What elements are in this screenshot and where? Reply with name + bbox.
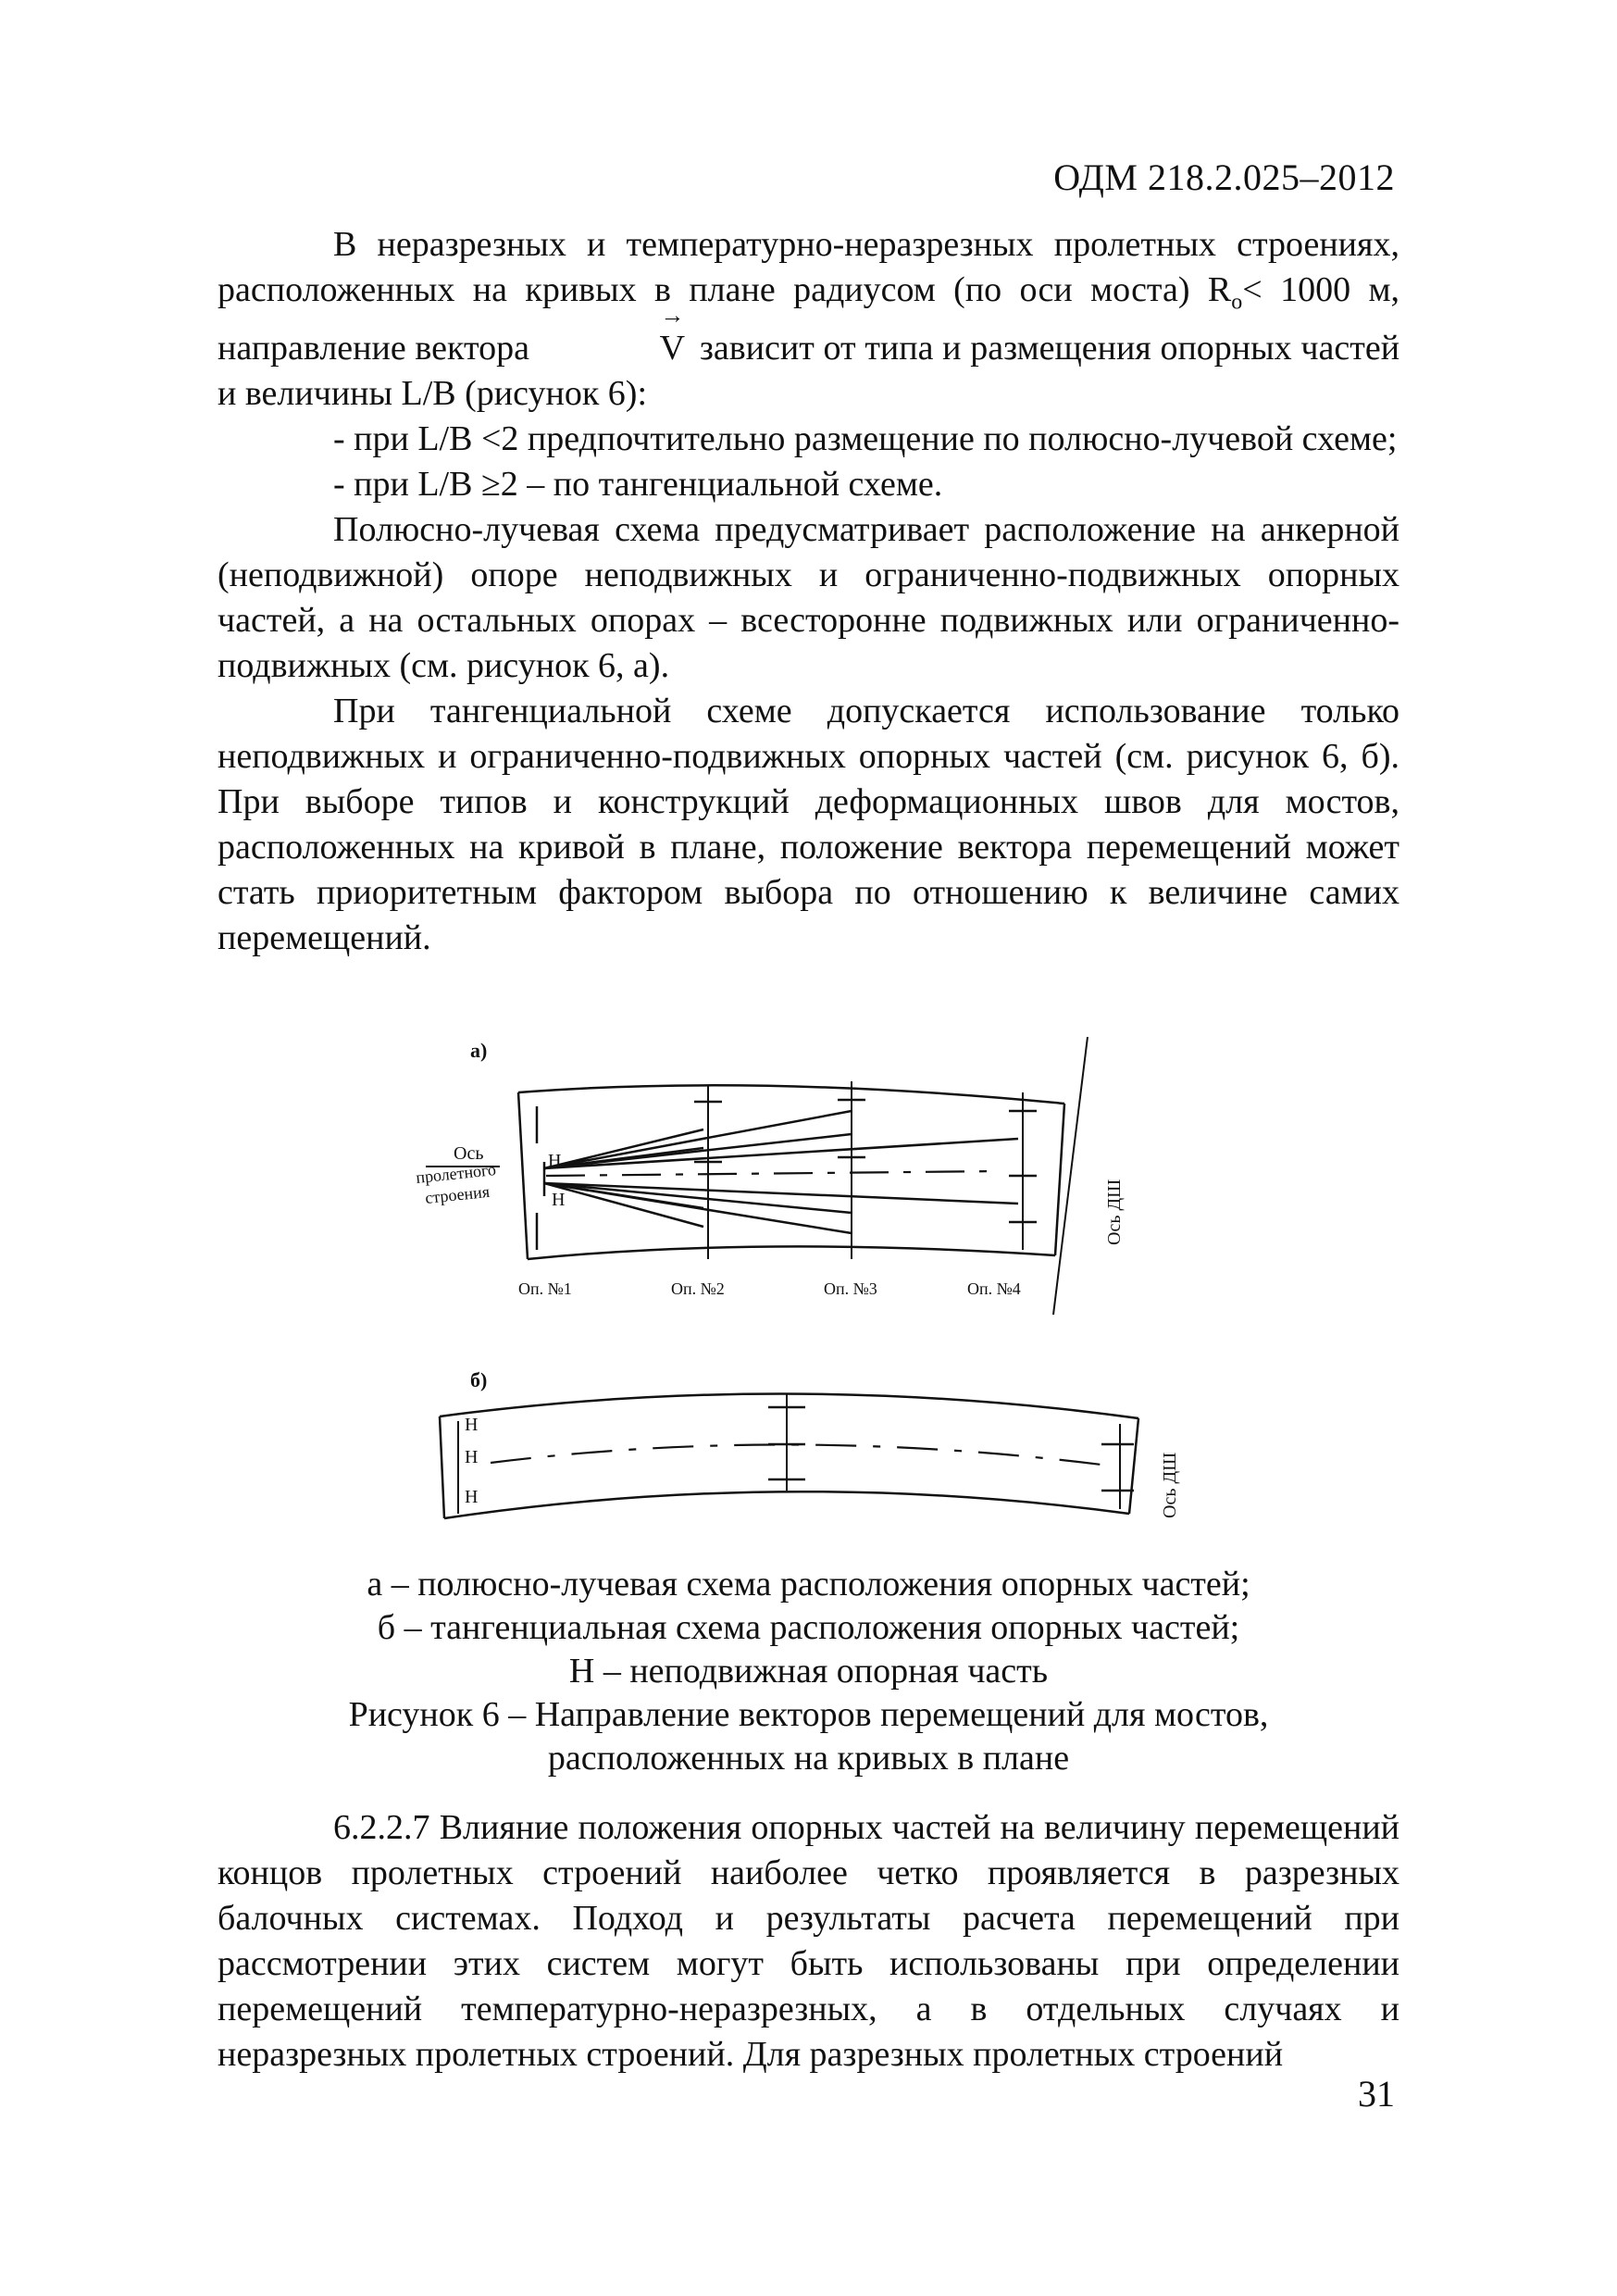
vector-letter: V [659,328,686,368]
body-text-bottom [218,1805,1399,2078]
paragraph-6-2-2-7: 6.2.2.7 Влияние положения опорных частей на величину перемещений концов пролетных строений наиболее четко проявляется в разрезных балочных системах. Подход и результаты расчета перемещений при рассмотрении этих систем могут быть использованы при определении перемещений температурно-неразрезных, а в отдельных случаях и неразрезных пролетных строений. Для разрезных пролетных строений [218,1808,1399,2074]
span-axis-label-2: пролетного [415,1160,497,1187]
figure-fixed-b2: Н [465,1447,479,1467]
scheme-a [426,1037,1088,1315]
caption-line: б – тангенциальная схема расположения опорных частей; [377,1608,1240,1647]
page-header: ОДМ 218.2.025–2012 [1053,156,1395,198]
paragraph-radius [218,222,1399,417]
joint-axis-label-a: Ось ДШ [1104,1179,1125,1245]
span-axis-label-1: Ось [454,1143,484,1164]
radius-text-start: В неразрезных и температурно-неразрезных пролетных строениях, расположенных на кривых в плане радиусом (по оси моста) R [218,225,1399,309]
figure-caption [218,1563,1399,1780]
vector-arrow-icon: → [660,301,685,329]
caption-line: Рисунок 6 – Направление векторов перемещений для мостов, [348,1695,1269,1734]
caption-line: а – полюсно-лучевая схема расположения опорных частей; [367,1565,1250,1603]
paragraph-tangential-scheme: При тангенциальной схеме допускается использование только неподвижных и ограниченно-подвижных опорных частей (см. рисунок 6, б). При выборе типов и конструкций деформационных швов для мостов, расположенных на кривой в плане, положение вектора перемещений может стать приоритетным фактором выбора по отношению к величине самих перемещений. [218,691,1399,957]
radius-text-mid: < 1000 м, направление вектора [218,270,1399,368]
figure-6 [389,1037,1203,1555]
caption-line: Н – неподвижная опорная часть [568,1652,1049,1691]
support-label-2: Оп. №2 [671,1279,725,1298]
span-axis-label-3: строения [424,1181,491,1207]
page-number: 31 [1358,2073,1395,2115]
figure-label-a: а) [470,1039,488,1062]
paragraph-polar-scheme: Полюсно-лучевая схема предусматривает расположение на анкерной (неподвижной) опоре неподвижных и ограниченно-подвижных опорных частей, а на остальных опорах – всесторонне подвижных или ограниченно-подвижных (см. рисунок 6, а). [218,509,1399,685]
caption-line: расположенных на кривых в плане [547,1739,1070,1778]
radius-text-end: зависит от типа и размещения опорных частей и величины L/B (рисунок 6): [218,328,1400,413]
body-text-top [218,222,1399,961]
figure-fixed-b3: Н [465,1487,479,1507]
support-label-1: Оп. №1 [518,1279,572,1298]
scheme-b [440,1393,1138,1518]
support-label-4: Оп. №4 [967,1279,1021,1298]
bullet-2: - при L/B ≥2 – по тангенциальной схеме. [333,464,943,504]
figure-fixed-a1: Н [548,1151,562,1171]
figure-fixed-a2: Н [552,1190,566,1210]
vector-symbol [539,301,690,371]
bullet-1: - при L/B <2 предпочтительно размещение по полюсно-лучевой схеме; [333,418,1398,458]
joint-axis-label-b: Ось ДШ [1160,1452,1180,1518]
figure-fixed-b1: Н [465,1415,479,1435]
support-label-3: Оп. №3 [824,1279,877,1298]
radius-subscript: o [1231,290,1243,315]
figure-label-b: б) [470,1368,488,1391]
